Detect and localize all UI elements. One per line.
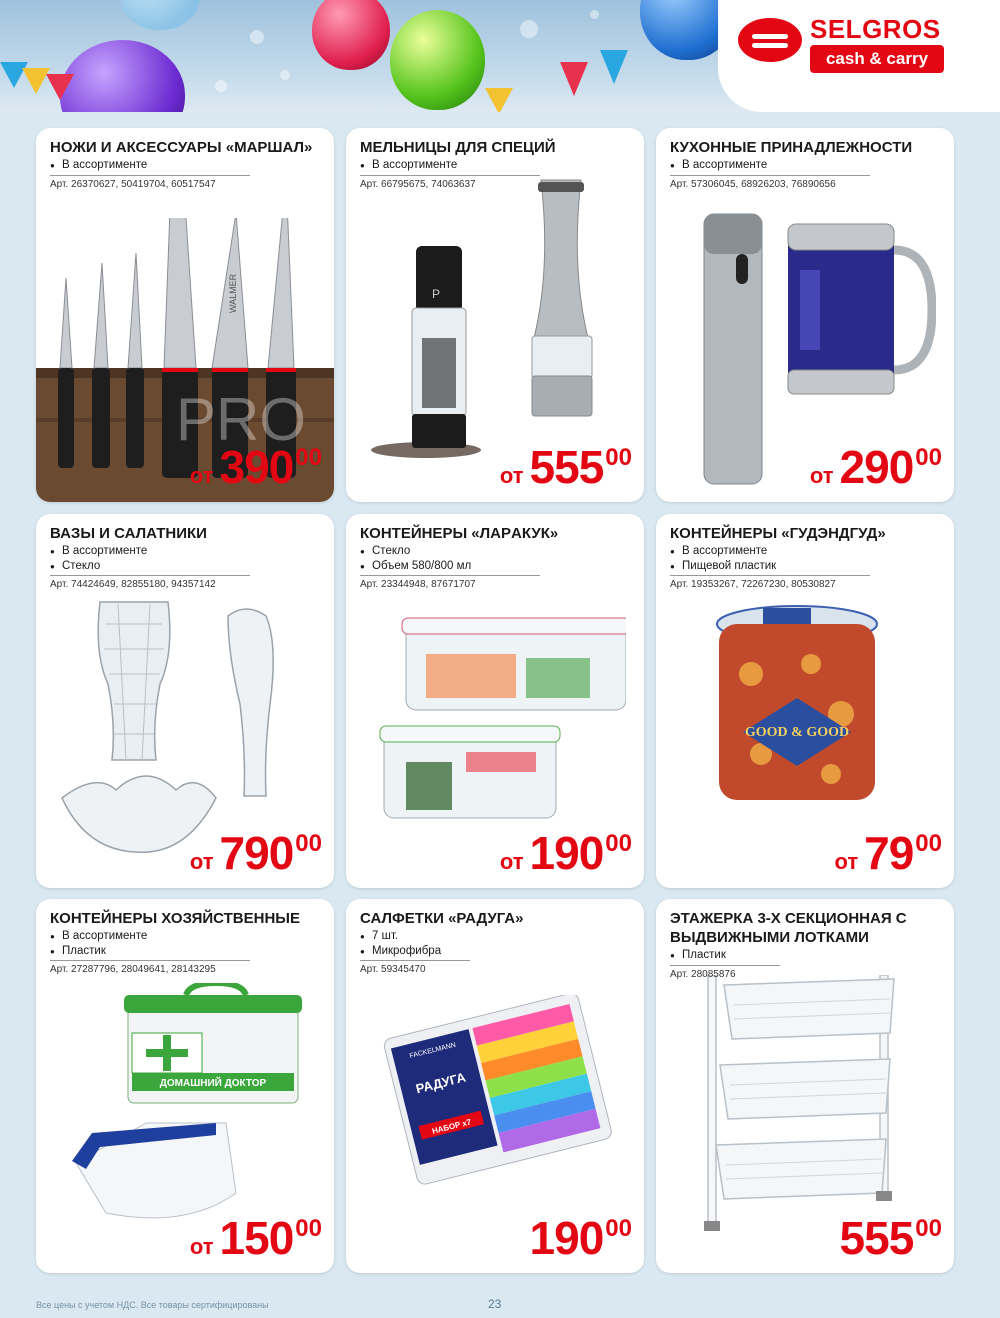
product-card-spice-mills[interactable] — [346, 128, 644, 502]
bunting-flag — [560, 62, 588, 96]
feature-item: ● Объем 580/800 мл — [360, 559, 630, 574]
price-tag — [189, 827, 322, 879]
price-rubles: 290 — [839, 441, 914, 493]
price-tag — [834, 827, 942, 879]
price-prefix: от — [834, 849, 859, 874]
household-containers-image — [66, 983, 326, 1233]
article-number: Арт. 27287796, 28049641, 28143295 — [50, 960, 250, 975]
product-title: НОЖИ И АКСЕССУАРЫ «МАРШАЛ» — [50, 139, 313, 156]
balloon-image — [390, 10, 485, 110]
price-prefix: от — [499, 849, 524, 874]
balloon-image — [312, 0, 390, 70]
price-kopecks: 00 — [915, 444, 942, 471]
spice-mills-image — [366, 178, 626, 468]
product-features — [670, 544, 940, 574]
price-prefix: от — [189, 849, 214, 874]
product-title: ЭТАЖЕРКА 3-Х СЕКЦИОННАЯ С ВЫДВИЖНЫМИ ЛОТКАМИ — [670, 910, 907, 946]
feature-item: ● В ассортименте — [50, 158, 320, 173]
price-kopecks: 00 — [605, 1215, 632, 1242]
napkin-brand-label: FACKELMANN — [408, 1041, 457, 1061]
article-number: Арт. 28085876 — [670, 965, 780, 980]
food-container-image — [711, 604, 891, 819]
feature-item: ● В ассортименте — [670, 544, 940, 559]
price-tag — [499, 441, 632, 493]
footer-note: Все цены с учетом НДС. Все товары сертифицированы — [36, 1300, 269, 1310]
article-number: Арт. 66795675, 74063637 — [360, 175, 540, 190]
price-kopecks: 00 — [295, 830, 322, 857]
price-kopecks: 00 — [915, 1215, 942, 1242]
product-title: КОНТЕЙНЕРЫ «ЛАPАКУК» — [360, 525, 559, 542]
price-rubles: 555 — [529, 441, 604, 493]
feature-item: ● В ассортименте — [360, 158, 630, 173]
product-card-kitchen-utensils[interactable] — [656, 128, 954, 502]
page-number: 23 — [488, 1297, 502, 1311]
price-kopecks: 00 — [605, 444, 632, 471]
brand-tagline: cash & carry — [810, 45, 944, 73]
price-tag — [839, 1212, 942, 1264]
napkins-image — [368, 995, 618, 1185]
price-tag — [529, 1212, 632, 1264]
confetti-dot — [590, 10, 599, 19]
confetti-dot — [520, 20, 538, 38]
product-card-food-container[interactable] — [656, 514, 954, 888]
feature-item: ● Стекло — [360, 544, 630, 559]
price-rubles: 190 — [529, 1212, 604, 1264]
feature-item: ● Микрофибра — [360, 944, 630, 959]
bunting-flag — [600, 50, 628, 84]
feature-item: ● Стекло — [50, 559, 320, 574]
price-kopecks: 00 — [295, 1215, 322, 1242]
feature-item: ● 7 шт. — [360, 929, 630, 944]
price-tag — [189, 441, 322, 493]
price-kopecks: 00 — [915, 830, 942, 857]
price-tag — [809, 441, 942, 493]
brand-logo[interactable] — [718, 0, 1000, 112]
product-title: САЛФЕТКИ «РАДУГА» — [360, 910, 524, 927]
brand-name: SELGROS — [810, 14, 941, 44]
product-title: КОНТЕЙНЕРЫ «ГУДЭНДГУД» — [670, 525, 886, 542]
product-title: ВАЗЫ И САЛАТНИКИ — [50, 525, 207, 542]
header-banner — [0, 0, 1000, 112]
product-features — [360, 158, 630, 173]
product-card-household-containers[interactable] — [36, 899, 334, 1273]
confetti-dot — [280, 70, 290, 80]
bunting-flag — [485, 88, 513, 112]
product-card-shelf[interactable] — [656, 899, 954, 1273]
product-card-napkins[interactable] — [346, 899, 644, 1273]
price-prefix: от — [189, 1234, 214, 1259]
product-title: КУХОННЫЕ ПРИНАДЛЕЖНОСТИ — [670, 139, 913, 156]
feature-item: ● В ассортименте — [50, 544, 320, 559]
product-features — [360, 544, 630, 574]
article-number: Арт. 23344948, 87671707 — [360, 575, 540, 590]
product-card-knives[interactable] — [36, 128, 334, 502]
napkin-label: РАДУГА — [414, 1069, 468, 1097]
price-tag — [189, 1212, 322, 1264]
grinder-letter: P — [432, 287, 441, 301]
article-number: Арт. 74424649, 82855180, 94357142 — [50, 575, 250, 590]
article-number: Арт. 59345470 — [360, 960, 470, 975]
container-brand-label: GOOD & GOOD — [744, 725, 850, 740]
feature-item: ● Пищевой пластик — [670, 559, 940, 574]
bunting-flag — [46, 74, 74, 100]
article-number: Арт. 57306045, 68926203, 76890656 — [670, 175, 870, 190]
confetti-dot — [250, 30, 264, 44]
product-features — [50, 158, 320, 173]
article-number: Арт. 19353267, 72267230, 80530827 — [670, 575, 870, 590]
product-features — [670, 158, 940, 173]
shelf-image — [694, 975, 934, 1235]
price-prefix: от — [189, 463, 214, 488]
price-rubles: 190 — [529, 827, 604, 879]
price-rubles: 390 — [219, 441, 294, 493]
vases-image — [56, 594, 316, 864]
price-tag — [499, 827, 632, 879]
price-rubles: 150 — [219, 1212, 294, 1264]
price-rubles: 790 — [219, 827, 294, 879]
feature-item: ● В ассортименте — [670, 158, 940, 173]
knife-brand-label: WALMER — [228, 273, 238, 313]
price-rubles: 555 — [839, 1212, 914, 1264]
article-number: Арт. 26370627, 50419704, 60517547 — [50, 175, 250, 190]
product-features — [360, 929, 630, 959]
confetti-dot — [215, 80, 227, 92]
watermark-label: PRO — [176, 386, 307, 453]
price-kopecks: 00 — [605, 830, 632, 857]
price-prefix: от — [499, 463, 524, 488]
product-title: МЕЛЬНИЦЫ ДЛЯ СПЕЦИЙ — [360, 139, 556, 156]
product-features — [50, 544, 320, 574]
feature-item: ● Пластик — [670, 948, 940, 963]
glass-containers-image — [366, 614, 626, 834]
price-prefix: от — [809, 463, 834, 488]
product-features — [670, 948, 940, 963]
napkin-pack-label: НАБОР х7 — [431, 1117, 473, 1136]
product-card-vases[interactable] — [36, 514, 334, 888]
balloon-image — [120, 0, 200, 30]
product-title: КОНТЕЙНЕРЫ ХОЗЯЙСТВЕННЫЕ — [50, 910, 300, 927]
fork-knife-icon — [738, 18, 802, 62]
price-kopecks: 00 — [295, 444, 322, 471]
price-rubles: 79 — [864, 827, 914, 879]
product-features — [50, 929, 320, 959]
feature-item: ● В ассортименте — [50, 929, 320, 944]
feature-item: ● Пластик — [50, 944, 320, 959]
medkit-label: ДОМАШНИЙ ДОКТОР — [159, 1078, 267, 1089]
balloon-image — [60, 40, 185, 112]
product-card-glass-containers[interactable] — [346, 514, 644, 888]
